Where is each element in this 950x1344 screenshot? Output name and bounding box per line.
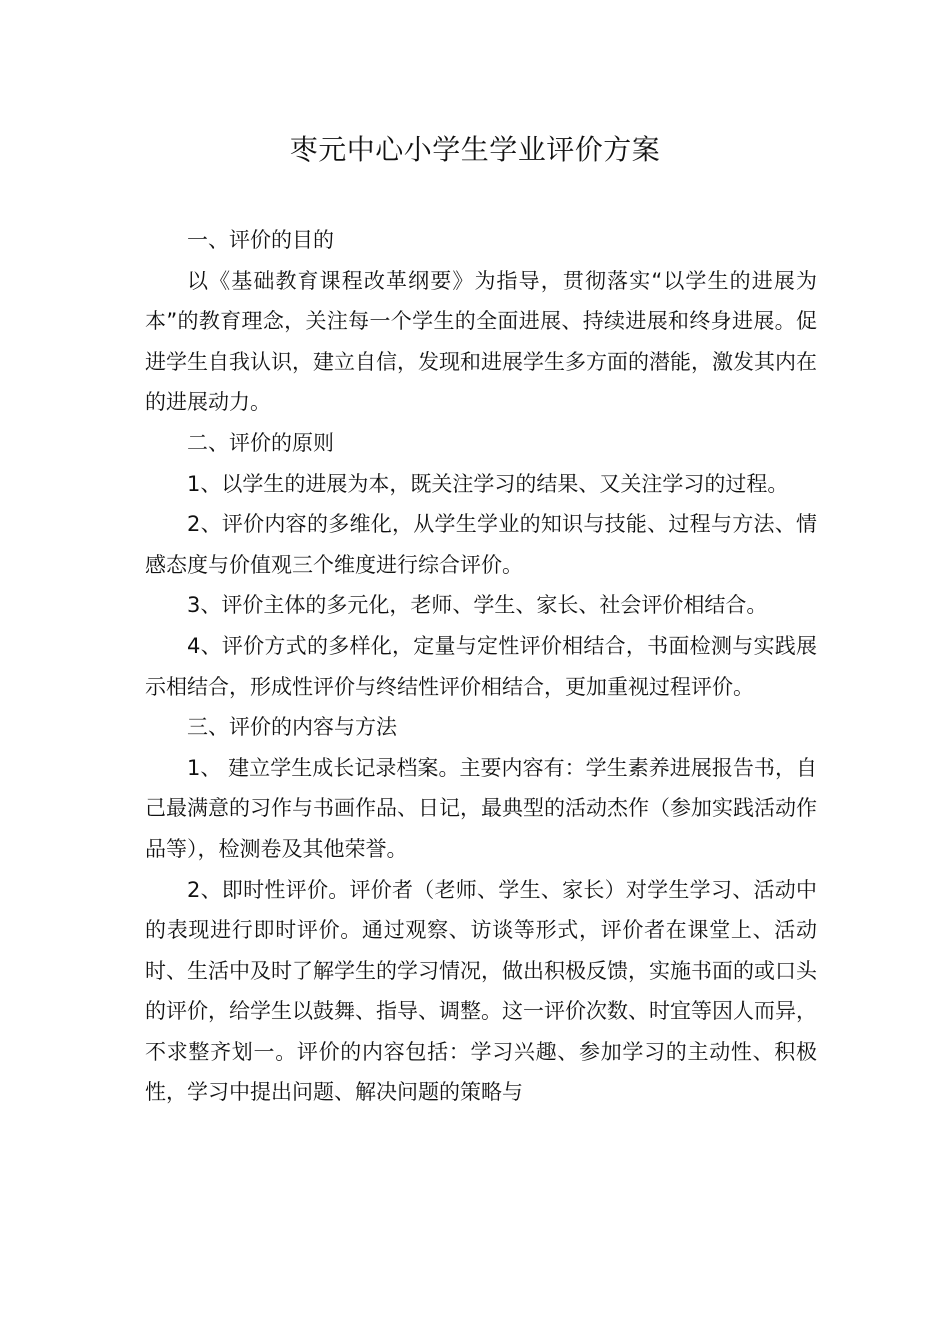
principle-item-2: 2、评价内容的多维化，从学生学业的知识与技能、过程与方法、情感态度与价值观三个维度进行综合评价。 [145,512,817,577]
method-item-2: 2、即时性评价。评价者（老师、学生、家长）对学生学习、活动中的表现进行即时评价。通过观察、访谈等形式，评价者在课堂上、活动时、生活中及时了解学生的学习情况，做出积极反馈，实施书面的或口头的评价，给学生以鼓舞、指导、调整。这一评价次数、时宜等因人而异，不求整齐划一。评价的内容包括：学习兴趣、参加学习的主动性、积极性，学习中提出问题、解决问题的策略与 [145,877,817,1105]
method-item-1: 1、 建立学生成长记录档案。主要内容有：学生素养进展报告书，自己最满意的习作与书画作品、日记，最典型的活动杰作（参加实践活动作品等），检测卷及其他荣誉。 [145,755,817,861]
document-title: 枣元中心小学生学业评价方案 [289,133,661,166]
section-heading-content-methods: 三、评价的内容与方法 [187,715,397,740]
document-body [145,220,817,1113]
principle-item-3: 3、评价主体的多元化，老师、学生、家长、社会评价相结合。 [187,593,768,618]
principle-item-1: 1、以学生的进展为本，既关注学习的结果、又关注学习的过程。 [187,471,789,496]
paragraph-purpose: 以《基础教育课程改革纲要》为指导，贯彻落实“以学生的进展为本”的教育理念，关注每一个学生的全面进展、持续进展和终身进展。促进学生自我认识，建立自信，发现和进展学生多方面的潜能，激发其内在的进展动力。 [145,268,817,415]
section-heading-purpose: 一、评价的目的 [187,228,334,252]
principle-item-4: 4、评价方式的多样化，定量与定性评价相结合，书面检测与实践展示相结合，形成性评价与终结性评价相结合，更加重视过程评价。 [145,633,817,699]
section-heading-principles: 二、评价的原则 [187,430,334,455]
